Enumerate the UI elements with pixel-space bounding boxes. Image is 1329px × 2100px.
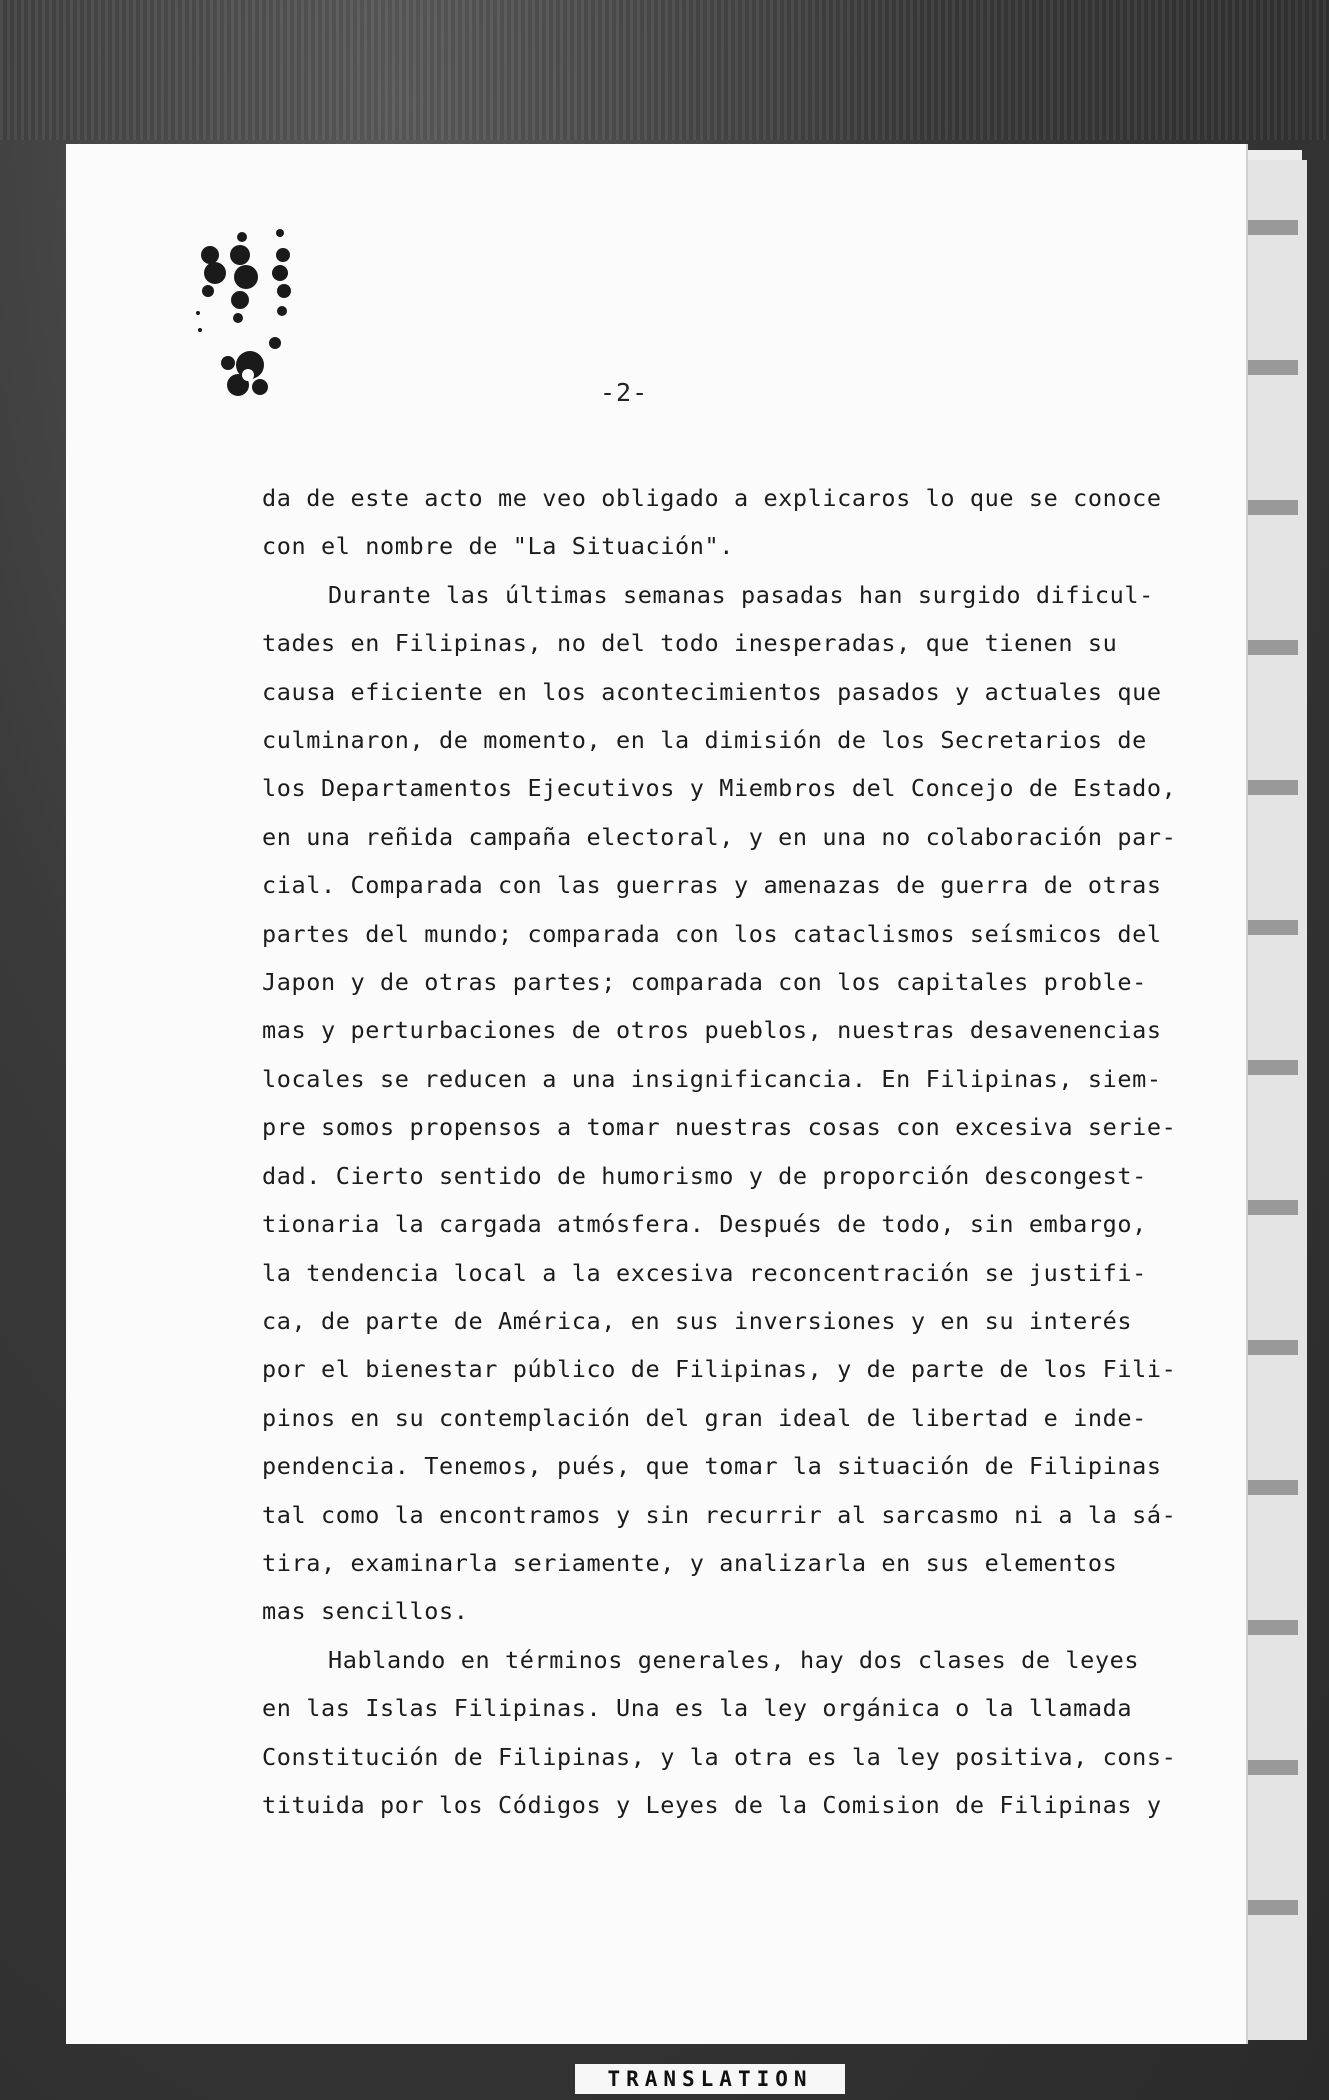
- page-edge-marks: [1248, 160, 1298, 2040]
- text-line: en las Islas Filipinas. Una es la ley orgánica o la llamada: [262, 1694, 1133, 1723]
- text-line: pinos en su contemplación del gran ideal de libertad e inde-: [262, 1403, 1147, 1432]
- text-line: los Departamentos Ejecutivos y Miembros del Concejo de Estado,: [262, 774, 1177, 803]
- text-line: ca, de parte de América, en sus inversiones y en su interés: [262, 1306, 1133, 1335]
- text-line: Japon y de otras partes; comparada con los capitales proble-: [262, 968, 1147, 997]
- text-line: causa eficiente en los acontecimientos pasados y actuales que: [262, 677, 1162, 706]
- scan-top-edge: [0, 0, 1329, 140]
- text-line: tionaria la cargada atmósfera. Después de todo, sin embargo,: [262, 1210, 1147, 1239]
- text-line: dad. Cierto sentido de humorismo y de proporción descongest-: [262, 1161, 1147, 1190]
- text-line: tituida por los Códigos y Leyes de la Comision de Filipinas y: [262, 1790, 1162, 1819]
- body-text: [262, 474, 1177, 1829]
- page-number: -2-: [600, 378, 649, 407]
- text-line: mas sencillos.: [262, 1597, 469, 1626]
- text-line: con el nombre de "La Situación".: [262, 532, 734, 561]
- text-line: por el bienestar público de Filipinas, y de parte de los Fili-: [262, 1355, 1177, 1384]
- text-line: tal como la encontramos y sin recurrir al sarcasmo ni a la sá-: [262, 1500, 1177, 1529]
- text-line: partes del mundo; comparada con los cataclismos seísmicos del: [262, 919, 1162, 948]
- ink-blot-mark: [190, 215, 320, 415]
- text-line: pendencia. Tenemos, pués, que tomar la situación de Filipinas: [262, 1452, 1162, 1481]
- text-line: locales se reducen a una insignificancia. En Filipinas, siem-: [262, 1064, 1162, 1093]
- text-line: pre somos propensos a tomar nuestras cosas con excesiva serie-: [262, 1113, 1177, 1142]
- text-line: tades en Filipinas, no del todo inesperadas, que tienen su: [262, 629, 1118, 658]
- text-line: tira, examinarla seriamente, y analizarla en sus elementos: [262, 1548, 1118, 1577]
- text-line: cial. Comparada con las guerras y amenazas de guerra de otras: [262, 871, 1162, 900]
- text-line: Hablando en términos generales, hay dos clases de leyes: [328, 1645, 1140, 1674]
- text-line: Durante las últimas semanas pasadas han surgido dificul-: [328, 580, 1154, 609]
- text-line: da de este acto me veo obligado a explicaros lo que se conoce: [262, 484, 1162, 512]
- text-line: la tendencia local a la excesiva reconcentración se justifi-: [262, 1258, 1147, 1287]
- text-line: Constitución de Filipinas, y la otra es la ley positiva, cons-: [262, 1742, 1177, 1771]
- text-line: culminaron, de momento, en la dimisión de los Secretarios de: [262, 726, 1147, 755]
- translation-stamp: TRANSLATION: [575, 2064, 845, 2094]
- text-line: mas y perturbaciones de otros pueblos, nuestras desavenencias: [262, 1016, 1162, 1045]
- text-line: en una reñida campaña electoral, y en una no colaboración par-: [262, 822, 1177, 851]
